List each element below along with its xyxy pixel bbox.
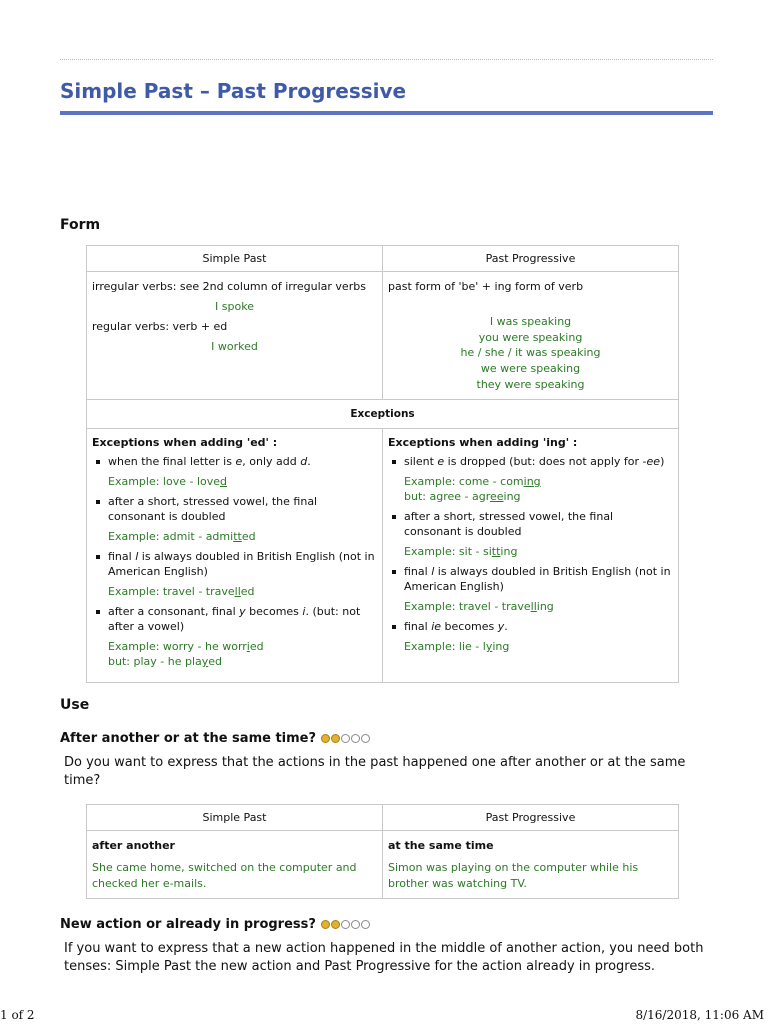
irregular-rule: irregular verbs: see 2nd column of irregular verbs <box>92 280 366 293</box>
rating-dot-empty <box>351 920 360 929</box>
use-table <box>86 804 679 899</box>
exceptions-heading-row <box>87 400 679 429</box>
section1-text: Do you want to express that the actions in the past happened one after another or at the same time? <box>64 755 686 788</box>
top-divider <box>60 59 713 60</box>
use-heading: Use <box>60 697 90 713</box>
use-table-row <box>87 831 679 899</box>
progressive-example: they were speaking <box>476 377 585 391</box>
ing-rule-final-l: final l is always doubled in British English (not in American English) <box>404 564 673 594</box>
ing-exceptions-list <box>388 454 673 654</box>
same-time-cell <box>383 831 679 899</box>
ing-example-sit: Example: sit - sitting <box>404 545 518 558</box>
ing-rule-silent-e: silent e is dropped (but: does not apply for -ee) <box>404 454 673 469</box>
use-table-header-row <box>87 805 679 831</box>
form-table-header-row <box>87 246 679 272</box>
rating-dot-empty <box>351 734 360 743</box>
ed-example-love: Example: love - loved <box>108 475 227 488</box>
progressive-examples <box>388 314 673 393</box>
ing-rule-short-vowel: after a short, stressed vowel, the final consonant is doubled <box>404 509 673 539</box>
progressive-example: we were speaking <box>480 362 581 376</box>
ing-exceptions-heading: Exceptions when adding 'ing' : <box>388 436 578 449</box>
ed-example-worry: Example: worry - he worried but: play - he played <box>108 640 264 668</box>
ing-example-come: Example: come - coming but: agree - agreeing <box>404 475 541 503</box>
page-title: Simple Past – Past Progressive <box>60 79 407 103</box>
section2-heading-text: New action or already in progress? <box>60 917 316 932</box>
irregular-example: I spoke <box>215 300 254 313</box>
rating-dot-filled <box>321 920 330 929</box>
section1-heading <box>60 731 370 746</box>
form-table-rules-row <box>87 272 679 400</box>
progressive-example: you were speaking <box>478 330 583 344</box>
title-underline <box>60 111 713 115</box>
section2-text: If you want to express that a new action happened in the middle of another action, you need both tenses: Simple Past the new action and Past Progressive for the action already in progress. <box>64 941 704 974</box>
exceptions-row <box>87 429 679 683</box>
difficulty-rating <box>321 734 370 743</box>
ed-example-travel: Example: travel - travelled <box>108 585 255 598</box>
difficulty-rating <box>321 920 370 929</box>
ed-rule-final-l: final l is always doubled in British English (not in American English) <box>108 549 377 579</box>
section2-heading <box>60 917 370 932</box>
rating-dot-filled <box>321 734 330 743</box>
past-progressive-form-cell <box>383 272 679 400</box>
progressive-example: I was speaking <box>489 315 572 328</box>
simple-past-form-cell <box>87 272 383 400</box>
ed-example-admit: Example: admit - admitted <box>108 530 256 543</box>
ing-rule-final-ie: final ie becomes y. <box>404 619 673 634</box>
page-number: 1 of 2 <box>0 1008 35 1022</box>
progressive-example: he / she / it was speaking <box>460 346 601 360</box>
ed-rule-final-e: when the final letter is e, only add d. <box>108 454 377 469</box>
ing-example-lie: Example: lie - lying <box>404 640 510 653</box>
section1-heading-text: After another or at the same time? <box>60 731 317 746</box>
rating-dot-empty <box>341 920 350 929</box>
form-header-past-progressive: Past Progressive <box>383 246 679 272</box>
after-another-label: after another <box>92 839 175 852</box>
ing-example-travel: Example: travel - travelling <box>404 600 554 613</box>
form-table <box>86 245 679 683</box>
regular-rule: regular verbs: verb + ed <box>92 320 228 333</box>
print-timestamp: 8/16/2018, 11:06 AM <box>635 1008 764 1022</box>
rating-dot-empty <box>361 734 370 743</box>
ed-rule-final-y: after a consonant, final y becomes i. (but: not after a vowel) <box>108 604 377 634</box>
ed-rule-short-vowel: after a short, stressed vowel, the final consonant is doubled <box>108 494 377 524</box>
form-header-simple-past: Simple Past <box>87 246 383 272</box>
use-header-past-progressive: Past Progressive <box>383 805 679 831</box>
ed-exceptions-list <box>92 454 377 669</box>
same-time-example: Simon was playing on the computer while his brother was watching TV. <box>388 861 639 890</box>
after-another-cell <box>87 831 383 899</box>
ed-exceptions-cell <box>87 429 383 683</box>
form-heading: Form <box>60 217 101 233</box>
rating-dot-empty <box>361 920 370 929</box>
progressive-rule: past form of 'be' + ing form of verb <box>388 280 584 293</box>
same-time-label: at the same time <box>388 839 494 852</box>
exceptions-heading: Exceptions <box>87 400 679 429</box>
regular-example: I worked <box>211 340 258 353</box>
rating-dot-filled <box>331 734 340 743</box>
ing-exceptions-cell <box>383 429 679 683</box>
ed-exceptions-heading: Exceptions when adding 'ed' : <box>92 436 278 449</box>
rating-dot-empty <box>341 734 350 743</box>
after-another-example: She came home, switched on the computer and checked her e-mails. <box>92 861 357 890</box>
use-header-simple-past: Simple Past <box>87 805 383 831</box>
rating-dot-filled <box>331 920 340 929</box>
